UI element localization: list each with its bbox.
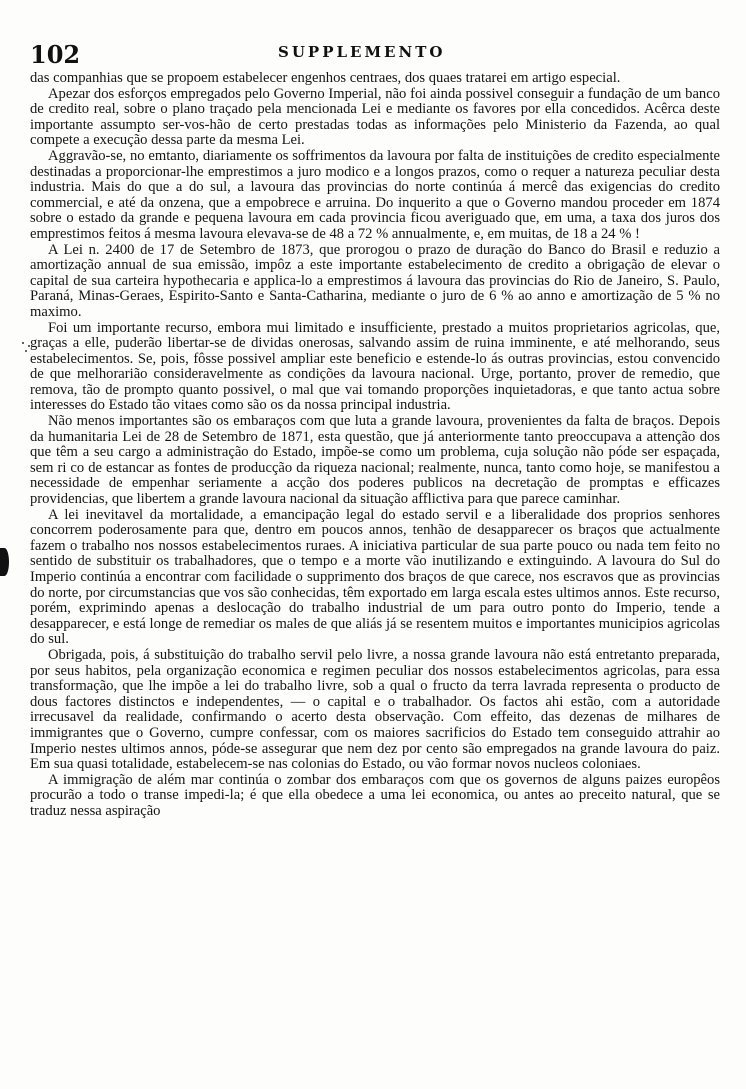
paragraph: Foi um importante recurso, embora mui limitado e insufficiente, prestado a muitos proprietarios agricolas, que, graças a elle, puderão libertar-se de dividas onerosas, salvando assim de ruina imminente, e até melhorando, seus estabelecimentos. Se, pois, fôsse possivel ampliar este beneficio e estende-lo ás outras provincias, estou convencido de que melhorarião consideravelmente as condições da lavoura nacional. Urge, portanto, prover de remedio, que remova, tão de prompto quanto possivel, o mal que vai tomando proporções inquietadoras, e que tanto actua sobre interesses do Estado tão vitaes como são os da nossa principal industria. [30, 319, 720, 414]
paragraph: Obrigada, pois, á substituição do trabalho servil pelo livre, a nossa grande lavoura não está entretanto preparada, por seus habitos, pela organização economica e regimen peculiar dos nossos estabelecimentos agricolas, para essa transformação, que lhe impõe a lei do trabalho livre, sob a qual o fructo da terra lavrada representa o producto de dous factores distinctos e independentes, — o capital e o trabalhador. Os factos ahi estão, com a autoridade irrecusavel da realidade, confirmando o acerto desta observação. Com effeito, das dezenas de milhares de immigrantes que o Governo, cumpre confessar, com os maiores sacrificios do Estado tem conseguido attrahir ao Imperio nestes ultimos annos, póde-se assegurar que nem dez por cento são empregados na grande lavoura do paiz. Em sua quasi totalidade, estabelecem-se nas colonias do Estado, ou vão formar novos nucleos coloniaes. [30, 646, 720, 773]
paragraph: Não menos importantes são os embaraços com que luta a grande lavoura, provenientes da falta de braços. Depois da humanitaria Lei de 28 de Setembro de 1871, esta questão, que já anteriormente tanto preoccupava a attenção dos que têm a seu cargo a administração do Estado, impõe-se como um problema, cuja solução não póde ser espaçada, sem ri co de estancar as fontes de producção da riqueza nacional; realmente, nunca, tanto como hoje, se manifestou a necessidade de empenhar seriamente a acção dos poderes publicos na decretação de promptas e efficazes providencias, que libertem a grande lavoura nacional da situação afflictiva para que parece caminhar. [30, 413, 720, 508]
page-header [30, 40, 720, 70]
page-number: 102 [30, 40, 81, 69]
paragraph: A lei inevitavel da mortalidade, a emancipação legal do estado servil e a liberalidade dos proprios senhores concorrem poderosamente para que, dentro em poucos annos, tenhão de desapparecer os braços que actualmente fazem o trabalho nos nossos estabelecimentos ruraes. A iniciativa particular de sua parte pouco ou nada tem feito no sentido de substituir os trabalhadores, que o tempo e a morte vão inutilizando e extinguindo. A lavoura do Sul do Imperio continúa a encontrar com facilidade o supprimento dos braços de que carece, nos escravos que as provincias do norte, por circumstancias que vos são conhecidas, têm exportado em larga escala estes ultimos annos. Este recurso, porém, exprimindo apenas a deslocação do trabalho industrial de um para outro ponto do Imperio, tende a desapparecer, e está longe de remediar os males de que aliás já se resentem muitos e importantes municipios agricolas do sul. [30, 506, 720, 648]
paragraph: Apezar dos esforços empregados pelo Governo Imperial, não foi ainda possivel conseguir a fundação de um banco de credito real, sobre o plano traçado pela mencionada Lei e mediante os favores por ella concedidos. Acêrca deste importante assumpto ser-vos-hão de certo prestadas todas as informações pelo Ministerio da Fazenda, ao qual compete a execução dessa parte da mesma Lei. [30, 85, 720, 149]
paragraph: das companhias que se propoem estabelecer engenhos centraes, dos quaes tratarei em artigo especial. [30, 70, 621, 86]
running-title: SUPPLEMENTO [278, 43, 446, 61]
paragraph: A Lei n. 2400 de 17 de Setembro de 1873, que prorogou o prazo de duração do Banco do Brasil e reduzio a amortização annual de sua emissão, impôz a este importante estabelecimento de credito a obrigação de elevar o capital de sua carteira hypothecaria e applica-lo a emprestimos á lavoura das provincias do Rio de Janeiro, S. Paulo, Paraná, Minas-Geraes, Espirito-Santo e Santa-Catharina, mediante o juro de 6 % ao anno e amortização de 5 % no maximo. [30, 241, 720, 320]
scan-edge-mark [0, 548, 9, 576]
paragraph: Aggravão-se, no emtanto, diariamente os soffrimentos da lavoura por falta de instituições de credito especialmente destinadas a proporcionar-lhe emprestimos a juro modico e a longos prazos, como o requer a natureza peculiar desta industria. Mais do que a do sul, a lavoura das provincias do norte continúa á mercê das exigencias do credito commercial, e até da onzena, que a empobrece e arruina. Do inquerito a que o Governo mandou proceder em 1874 sobre o estado da grande e pequena lavoura em cada provincia ficou averiguado que, em uma, a taxa dos juros dos emprestimos feitos á mesma lavoura elevava-se de 48 a 72 % annualmente, e, em muitas, de 18 a 24 % ! [30, 147, 720, 242]
body-text [30, 71, 720, 820]
paragraph: A immigração de além mar continúa o zombar dos embaraços com que os governos de alguns paizes europêos procurão a todo o transe impedi-la; é que ella obedece a uma lei economica, ou antes ao preceito natural, que se traduz nessa aspiração [30, 771, 720, 819]
